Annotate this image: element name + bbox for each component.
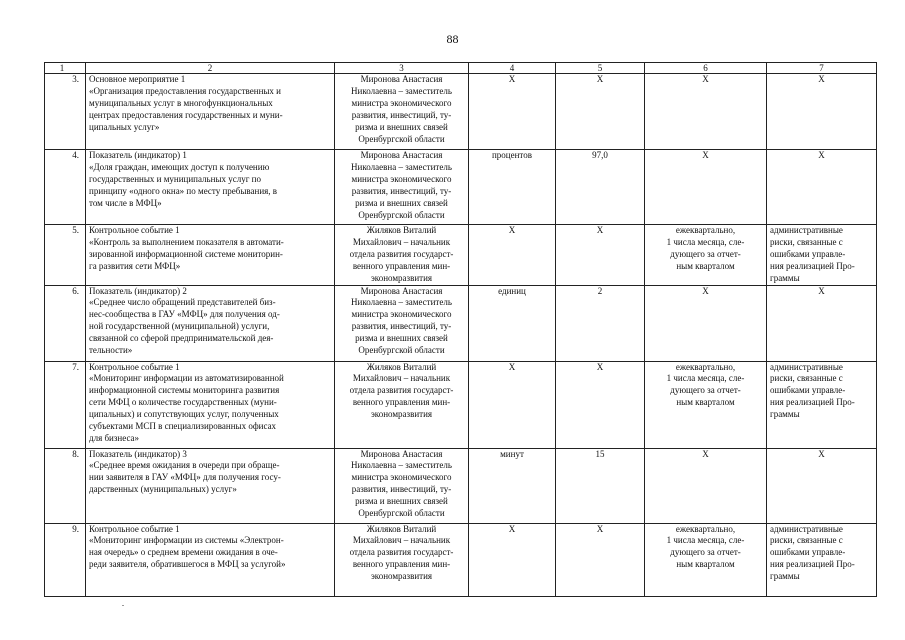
description-cell-line: га развития сети МФЦ» [89,260,181,271]
responsible-cell-line: Жиляков Виталий [366,361,437,372]
responsible-cell-line: развития, инвестиций, ту- [351,321,452,332]
period-cell-line: ным кварталом [676,559,735,570]
risk-cell-line: риски, связанные с [770,535,843,546]
period-cell-line: ежеквартально, [675,225,736,235]
responsible-cell-line: Михайлович – начальник [352,373,451,384]
period-cell-line: ежеквартально, [675,523,736,534]
responsible-cell-line: Миронова Анастасия [360,448,443,459]
responsible-cell-line: Оренбургской области [358,133,445,144]
responsible-cell-line: Оренбургской области [358,345,445,356]
description-cell-line: Показатель (индикатор) 1 [89,150,187,160]
risk-cell-line: риски, связанные с [770,236,843,247]
description-cell-line: зированной информационной системе мониторин- [89,248,283,259]
responsible-cell-line: венного управления мин- [352,397,451,408]
table-row [45,361,877,448]
description-cell-line: ципальных) и сопутствующих услуг, полученных [89,409,279,420]
responsible-cell-line: экономразвития [370,571,433,582]
risk-cell-line: граммы [770,571,800,582]
risk-cell-line: ошибками управле- [770,248,846,259]
risk-cell [767,285,877,361]
responsible-cell-line: Миронова Анастасия [360,74,443,84]
responsible-cell-line: Михайлович – начальник [352,535,451,546]
risk-cell [767,150,877,225]
responsible-cell-line: ризма и внешних связей [355,496,448,507]
page-number: 88 [446,32,459,46]
description-cell-line: информационной системы мониторинга развития [89,385,280,396]
responsible-cell-line: ризма и внешних связей [355,197,448,208]
scan-speck [122,605,124,606]
description-cell [86,225,335,286]
description-cell-line: нес-сообщества в ГАУ «МФЦ» для получения од- [89,309,280,320]
header-cell: 3 [335,63,469,74]
value-cell: 2 [556,285,645,361]
header-cell: 5 [556,63,645,74]
header-cell: 6 [645,63,767,74]
responsible-cell-line: развития, инвестиций, ту- [351,484,452,495]
risk-cell-line: административные [770,361,843,372]
period-cell [645,361,767,448]
period-cell [645,523,767,596]
risk-cell-line: X [818,150,825,160]
period-cell-line: 1 числа месяца, сле- [666,373,745,384]
value-cell: X [556,225,645,286]
description-cell-line: реди заявителя, обратившегося в МФЦ за услугой» [89,559,286,570]
description-cell-line: сети МФЦ о количестве государственных (муни- [89,397,277,408]
period-cell [645,225,767,286]
period-cell [645,448,767,523]
responsible-cell-line: Николаевна – заместитель [351,85,452,96]
period-cell-line: дующего за отчет- [670,248,741,259]
description-cell-line: «Среднее число обращений представителей биз- [89,297,276,308]
responsible-cell-line: Оренбургской области [358,209,445,220]
risk-cell-line: риски, связанные с [770,373,843,384]
description-cell [86,150,335,225]
value-cell: X [556,361,645,448]
period-cell-line: X [702,285,709,296]
responsible-cell-line: Оренбургской области [358,508,445,519]
responsible-cell-line: Жиляков Виталий [366,225,437,235]
period-cell-line: дующего за отчет- [670,547,741,558]
description-cell-line: том числе в МФЦ» [89,197,162,208]
table-row [45,74,877,150]
unit-cell: минут [469,448,556,523]
responsible-cell [335,225,469,286]
risk-cell [767,225,877,286]
description-cell [86,361,335,448]
responsible-cell [335,523,469,596]
risk-cell-line: ния реализацией Про- [770,397,855,408]
description-cell-line: «Доля граждан, имеющих доступ к получению [89,161,270,172]
description-cell-line: муниципальных услуг в многофункциональных [89,97,273,108]
description-cell-line: Основное мероприятие 1 [89,74,186,84]
description-cell-line: «Среднее время ожидания в очереди при обраще- [89,460,280,471]
risk-cell-line: ошибками управле- [770,385,846,396]
responsible-cell-line: министра экономического [351,309,452,320]
risk-cell [767,361,877,448]
risk-cell-line: ния реализацией Про- [770,559,855,570]
risk-cell-line: административные [770,225,843,235]
risk-cell-line: административные [770,523,843,534]
table-row [45,225,877,286]
description-cell-line: «Контроль за выполнением показателя в автомати- [89,236,284,247]
responsible-cell-line: ризма и внешних связей [355,333,448,344]
risk-cell-line: ошибками управле- [770,547,846,558]
responsible-cell [335,361,469,448]
description-cell-line: Контрольное событие 1 [89,225,180,235]
plan-table [44,62,877,597]
header-cell: 4 [469,63,556,74]
description-cell-line: «Мониторинг информации из системы «Электрон- [89,535,284,546]
description-cell-line: Показатель (индикатор) 3 [89,448,187,459]
description-cell-line: Контрольное событие 1 [89,523,180,534]
description-cell-line: ной государственной (муниципальной) услуги, [89,321,270,332]
description-cell-line: связанной со сферой предпринимательской дея- [89,333,274,344]
row-number: 6. [45,285,86,361]
description-cell-line: Показатель (индикатор) 2 [89,285,187,296]
responsible-cell-line: развития, инвестиций, ту- [351,109,452,120]
table-row [45,150,877,225]
responsible-cell-line: министра экономического [351,97,452,108]
responsible-cell-line: венного управления мин- [352,260,451,271]
row-number: 9. [45,523,86,596]
row-number: 5. [45,225,86,286]
responsible-cell-line: Миронова Анастасия [360,285,443,296]
description-cell-line: Контрольное событие 1 [89,361,180,372]
period-cell-line: X [702,448,709,459]
responsible-cell-line: Миронова Анастасия [360,150,443,160]
table-row [45,448,877,523]
risk-cell-line: X [818,285,825,296]
description-cell-line: государственных и муниципальных услуг по [89,173,261,184]
responsible-cell-line: экономразвития [370,272,433,283]
responsible-cell-line: министра экономического [351,173,452,184]
responsible-cell-line: развития, инвестиций, ту- [351,185,452,196]
description-cell-line: тельности» [89,345,133,356]
table-row [45,523,877,596]
risk-cell [767,74,877,150]
responsible-cell-line: отдела развития государст- [349,547,454,558]
unit-cell: X [469,225,556,286]
period-cell [645,150,767,225]
unit-cell: единиц [469,285,556,361]
description-cell-line: принципу «одного окна» по месту пребывания, в [89,185,278,196]
row-number: 8. [45,448,86,523]
unit-cell: X [469,74,556,150]
responsible-cell-line: министра экономического [351,472,452,483]
description-cell-line: для бизнеса» [89,432,140,443]
unit-cell: процентов [469,150,556,225]
description-cell-line: «Мониторинг информации из автоматизированной [89,373,284,384]
unit-cell: X [469,523,556,596]
header-cell: 7 [767,63,877,74]
description-cell [86,285,335,361]
responsible-cell-line: Николаевна – заместитель [351,297,452,308]
header-cell: 2 [86,63,335,74]
description-cell [86,448,335,523]
risk-cell-line: ния реализацией Про- [770,260,855,271]
header-cell: 1 [45,63,86,74]
period-cell-line: 1 числа месяца, сле- [666,236,745,247]
responsible-cell [335,448,469,523]
responsible-cell-line: Жиляков Виталий [366,523,437,534]
risk-cell-line: граммы [770,409,800,420]
risk-cell [767,523,877,596]
period-cell-line: X [702,150,709,160]
header-row [45,63,877,74]
description-cell-line: дарственных (муниципальных) услуг» [89,484,237,495]
period-cell-line: ежеквартально, [675,361,736,372]
responsible-cell [335,74,469,150]
period-cell-line: дующего за отчет- [670,385,741,396]
row-number: 7. [45,361,86,448]
risk-cell [767,448,877,523]
period-cell-line: ным кварталом [676,397,735,408]
unit-cell: X [469,361,556,448]
risk-cell-line: граммы [770,272,800,283]
responsible-cell-line: Михайлович – начальник [352,236,451,247]
responsible-cell-line: Николаевна – заместитель [351,460,452,471]
description-cell-line: ципальных услуг» [89,121,160,132]
description-cell-line: центрах предоставления государственных и муни- [89,109,283,120]
period-cell [645,74,767,150]
row-number: 4. [45,150,86,225]
responsible-cell [335,285,469,361]
responsible-cell [335,150,469,225]
responsible-cell-line: венного управления мин- [352,559,451,570]
period-cell-line: ным кварталом [676,260,735,271]
risk-cell-line: X [818,74,825,84]
period-cell-line: X [702,74,709,84]
row-number: 3. [45,74,86,150]
table-row [45,285,877,361]
description-cell-line: субъектами МСП в специализированных офисах [89,421,277,432]
value-cell: X [556,74,645,150]
value-cell: 15 [556,448,645,523]
responsible-cell-line: ризма и внешних связей [355,121,448,132]
description-cell-line: ная очередь» о среднем времени ожидания в оче- [89,547,278,558]
description-cell-line: «Организация предоставления государственных и [89,85,281,96]
responsible-cell-line: Николаевна – заместитель [351,161,452,172]
description-cell-line: нии заявителя в ГАУ «МФЦ» для получения госу- [89,472,281,483]
period-cell-line: 1 числа месяца, сле- [666,535,745,546]
period-cell [645,285,767,361]
responsible-cell-line: экономразвития [370,409,433,420]
responsible-cell-line: отдела развития государст- [349,248,454,259]
responsible-cell-line: отдела развития государст- [349,385,454,396]
description-cell [86,523,335,596]
description-cell [86,74,335,150]
value-cell: X [556,523,645,596]
value-cell: 97,0 [556,150,645,225]
risk-cell-line: X [818,448,825,459]
